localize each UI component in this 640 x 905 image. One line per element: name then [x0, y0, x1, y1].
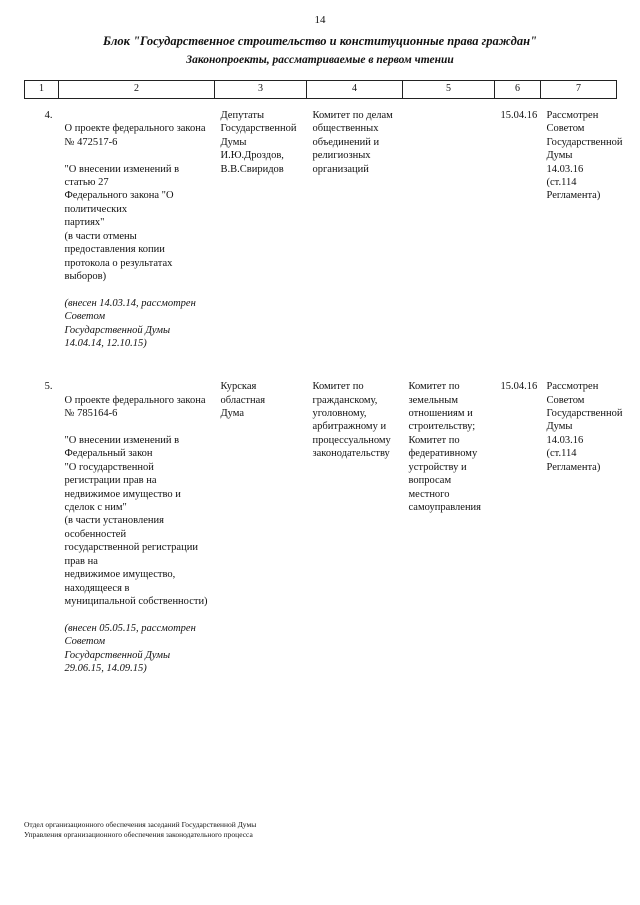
bill-number: О проекте федерального закона № 785164-6: [64, 394, 206, 419]
table-row: [25, 370, 617, 695]
column-number-3: 3: [215, 81, 307, 99]
column-number-row: [25, 81, 617, 99]
initiator-cell: Курская областная Дума: [220, 381, 266, 419]
bill-title: "О внесении изменений в статью 27 Федерального закона "О политических партиях" (в части отмены предоставления копии протокола о результатах выборов): [64, 163, 180, 283]
bill-cell: [59, 98, 215, 370]
bill-note: (внесен 05.05.15, рассмотрен Советом Государственной Думы 29.06.15, 14.09.15): [64, 622, 196, 675]
column-number-6: 6: [495, 81, 541, 99]
responsible-committee-cell: Комитет по делам общественных объединений и религиозных организаций: [312, 109, 393, 175]
footer-department: Отдел организационного обеспечения заседаний Государственной Думы: [24, 820, 257, 829]
page-number: 14: [314, 14, 326, 26]
status-cell: Рассмотрен Советом Государственной Думы 14.03.16 (ст.114 Регламента): [546, 109, 623, 202]
date-cell: 15.04.16: [500, 381, 538, 393]
bill-note: (внесен 14.03.14, рассмотрен Советом Государственной Думы 14.04.14, 12.10.15): [64, 297, 196, 350]
section-subtitle: Законопроекты, рассматриваемые в первом чтении: [186, 54, 454, 66]
bill-number: О проекте федерального закона № 472517-6: [64, 123, 206, 148]
column-number-7: 7: [541, 81, 617, 99]
bill-title: "О внесении изменений в Федеральный закон "О государственной регистрации прав на недвижимое имущество и сделок с ним" (в части установления особенностей государственной регистрации прав на недвижимое имущество, находящееся в муниципальной собственности): [64, 434, 208, 608]
column-number-5: 5: [403, 81, 495, 99]
footer-directorate: Управления организационного обеспечения законодательного процесса: [24, 829, 253, 839]
table-row: [25, 98, 617, 370]
responsible-committee-cell: Комитет по гражданскому, уголовному, арбитражному и процессуальному законодательству: [312, 381, 391, 460]
column-number-4: 4: [307, 81, 403, 99]
status-cell: Рассмотрен Советом Государственной Думы 14.03.16 (ст.114 Регламента): [546, 381, 623, 473]
footer: [24, 820, 256, 840]
column-number-1: 1: [25, 81, 59, 99]
column-number-2: 2: [59, 81, 215, 99]
block-title: Блок "Государственное строительство и конституционные права граждан": [103, 34, 537, 48]
co-committees-cell: Комитет по земельным отношениям и строительству; Комитет по федеративному устройству и вопросам местного самоуправления: [408, 381, 482, 514]
row-number: 4.: [44, 109, 53, 121]
initiator-cell: Депутаты Государственной Думы И.Ю.Дроздов, В.В.Свиридов: [220, 109, 297, 175]
co-committees-cell: [403, 98, 495, 370]
row-number: 5.: [44, 381, 53, 393]
bill-cell: [59, 370, 215, 695]
bills-table: [24, 80, 623, 695]
date-cell: 15.04.16: [500, 109, 538, 121]
